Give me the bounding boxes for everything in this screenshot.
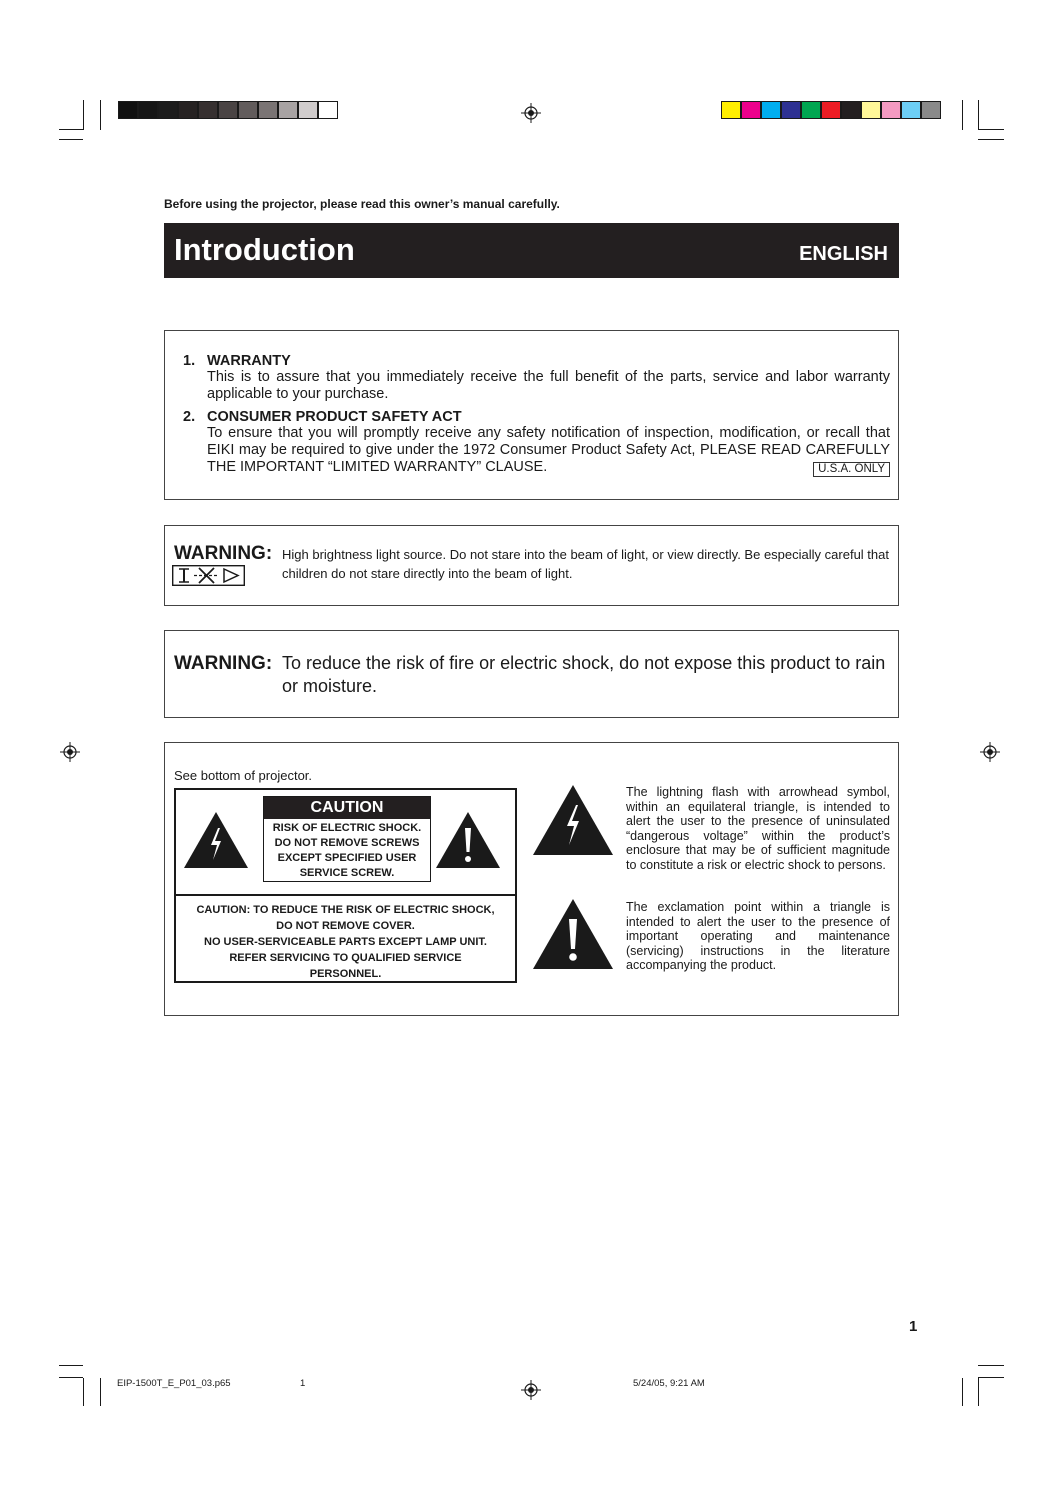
- notice-box: [164, 330, 899, 500]
- color-swatch: [218, 101, 238, 119]
- color-swatch: [841, 101, 861, 119]
- warning-label: WARNING:: [174, 543, 273, 564]
- color-swatch: [178, 101, 198, 119]
- registration-mark-bottom: [521, 1380, 541, 1400]
- warning-label: WARNING:: [174, 653, 273, 674]
- page-title: Introduction: [174, 232, 355, 267]
- caution-line: DO NOT REMOVE SCREWS: [274, 837, 420, 849]
- caution-line: EXCEPT SPECIFIED USER: [277, 852, 417, 864]
- warning-text: High brightness light source. Do not stare into the beam of light, or view directly. Be especially careful that children do not stare directly into the beam of light.: [282, 547, 889, 581]
- language-label: ENGLISH: [799, 243, 888, 265]
- caution-lines: [264, 821, 430, 881]
- color-swatch: [278, 101, 298, 119]
- caution-bottom-line: DO NOT REMOVE COVER.: [276, 920, 415, 932]
- item-number: 2.: [183, 409, 196, 425]
- caution-title: CAUTION: [264, 797, 430, 819]
- item-number: 1.: [183, 353, 196, 369]
- registration-mark-left: [60, 742, 80, 762]
- caution-bottom-line: PERSONNEL.: [309, 968, 382, 980]
- color-swatch: [801, 101, 821, 119]
- caution-bottom-text: [176, 902, 515, 982]
- color-swatch: [881, 101, 901, 119]
- exclamation-triangle-icon: [436, 812, 500, 868]
- color-swatch: [298, 101, 318, 119]
- footer-page: 1: [300, 1378, 306, 1389]
- caution-label-panel: [174, 788, 517, 983]
- registration-mark-right: [980, 742, 1000, 762]
- color-swatch: [821, 101, 841, 119]
- caution-bottom-line: CAUTION: TO REDUCE THE RISK OF ELECTRIC SHOCK,: [196, 904, 495, 916]
- notice-item-warranty: [183, 353, 890, 403]
- color-swatch: [258, 101, 278, 119]
- exclamation-explanation: The exclamation point within a triangle is intended to alert the user to the presence of important operating and maintenance (servicing) instructions in the literature accompanying the product.: [626, 900, 890, 972]
- exclamation-triangle-icon: [533, 899, 613, 969]
- see-bottom-note: See bottom of projector.: [174, 768, 313, 783]
- color-swatch: [761, 101, 781, 119]
- caution-line: RISK OF ELECTRIC SHOCK.: [272, 822, 422, 834]
- caution-box: [263, 796, 431, 882]
- caution-line: SERVICE SCREW.: [299, 867, 395, 879]
- footer-timestamp: 5/24/05, 9:21 AM: [633, 1378, 705, 1389]
- process-color-bar: [721, 101, 941, 119]
- lightning-triangle-icon: [533, 785, 613, 855]
- intro-note: Before using the projector, please read this owner’s manual carefully.: [164, 197, 560, 211]
- color-swatch: [901, 101, 921, 119]
- caution-section: [164, 742, 899, 1016]
- warning-text: To reduce the risk of fire or electric shock, do not expose this product to rain or moisture.: [282, 653, 886, 696]
- page-number: 1: [909, 1318, 918, 1335]
- title-bar: [164, 223, 899, 278]
- color-swatch: [861, 101, 881, 119]
- shock-warning-box: [164, 630, 899, 718]
- color-swatch: [318, 101, 338, 119]
- item-heading: CONSUMER PRODUCT SAFETY ACT: [207, 409, 462, 425]
- no-stare-laser-icon: [172, 565, 245, 586]
- color-swatch: [721, 101, 741, 119]
- color-swatch: [158, 101, 178, 119]
- region-tag: U.S.A. ONLY: [813, 462, 890, 477]
- color-swatch: [238, 101, 258, 119]
- color-swatch: [921, 101, 941, 119]
- panel-divider: [176, 894, 515, 896]
- item-body: [207, 425, 890, 476]
- color-swatch: [781, 101, 801, 119]
- lightning-triangle-icon: [184, 812, 248, 868]
- item-heading: WARRANTY: [207, 353, 291, 369]
- light-warning-box: [164, 525, 899, 606]
- color-swatch: [138, 101, 158, 119]
- grayscale-color-bar: [118, 101, 338, 119]
- color-swatch: [198, 101, 218, 119]
- notice-item-safety-act: [183, 409, 890, 477]
- color-swatch: [118, 101, 138, 119]
- registration-mark-top: [521, 103, 541, 123]
- lightning-explanation: The lightning flash with arrowhead symbol, within an equilateral triangle, is intended to alert the user to the presence of uninsulated “dangerous voltage” within the product’s enclosure that may be of sufficient magnitude to constitute a risk or electric shock to persons.: [626, 785, 890, 872]
- caution-bottom-line: REFER SERVICING TO QUALIFIED SERVICE: [229, 952, 462, 964]
- color-swatch: [741, 101, 761, 119]
- footer-filename: EIP-1500T_E_P01_03.p65: [117, 1378, 231, 1389]
- item-body-text: To ensure that you will promptly receive any safety notification of inspection, modification, or recall that EIKI may be required to give under the 1972 Consumer Product Safety Act, PLEASE READ CAREFULLY THE IMPORTANT “LIMITED WARRANTY” CLAUSE.: [207, 425, 890, 475]
- item-body: This is to assure that you immediately receive the full benefit of the parts, service and labor warranty applicable to your purchase.: [207, 369, 890, 402]
- caution-bottom-line: NO USER-SERVICEABLE PARTS EXCEPT LAMP UNIT.: [204, 936, 487, 948]
